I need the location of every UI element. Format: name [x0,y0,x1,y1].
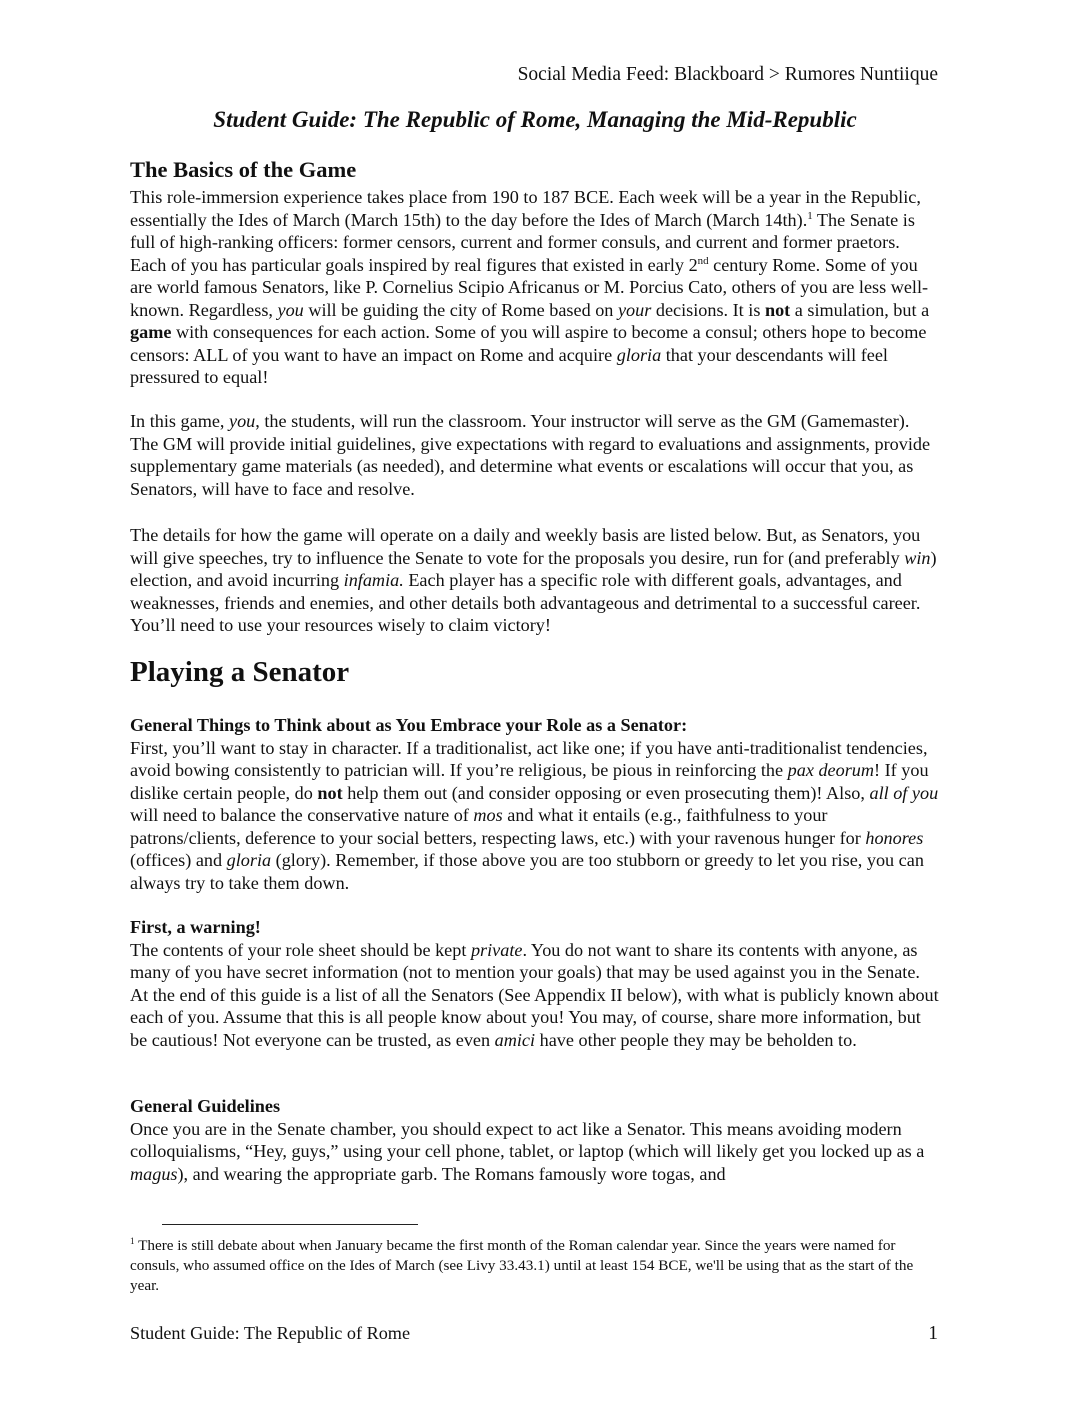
bold-run: not [764,299,791,320]
paragraph-basics-1 [130,186,940,389]
text-run: The contents of your role sheet should be kept [130,939,471,960]
superscript-nd: nd [697,254,709,267]
italic-run: magus [130,1163,178,1184]
text-run: In this game, [130,411,230,431]
paragraph-basics-2 [130,410,940,500]
italic-run: you [229,411,256,431]
italic-run: win [904,547,931,568]
footnote-number: 1 [130,1235,135,1246]
text-run: with consequences for each action. Some of you will aspire to become a consul; others hope to become censors: ALL of you want to have an impact on Rome and acquire [130,322,927,365]
paragraph-general-things [130,737,940,895]
text-run: Each player has a specific role with different goals, advantages, and weaknesses, friends and enemies, and other details both advantageous and detrimental to a successful career. You’ll need to use your resources wisely to claim victory! [130,570,921,635]
subsection-heading: First, a warning! [130,917,261,937]
text-run: (offices) and [130,850,227,870]
paragraph-warning [130,939,940,1052]
italic-run: you [277,299,304,320]
footnote-ref[interactable]: 1 [807,209,813,222]
footer-title: Student Guide: The Republic of Rome [130,1323,411,1343]
italic-run: gloria [616,344,662,365]
document-title: Student Guide: The Republic of Rome, Managing the Mid-Republic [213,107,857,132]
subsection-heading: General Things to Think about as You Embrace your Role as a Senator: [130,715,688,735]
text-run: This role-immersion experience takes place from 190 to 187 BCE. Each week will be a year in the Republic, essentially the Ides of March (March 15th) to the day before the Ides of March (March 14th). [130,187,921,230]
italic-run: your [617,299,652,320]
bold-run: not [317,782,343,803]
italic-run: gloria [226,850,272,870]
text-run: a simulation, but a [790,299,930,320]
italic-run: infamia. [343,570,404,590]
document-page [130,0,940,1408]
footnote [130,1236,940,1296]
text-run: , the students, will run the classroom. Your instructor will serve as the GM (Gamemaster). The GM will provide initial guidelines, give expectations with regard to evaluations and assignments, provide supplementary game materials (as needed), and determine what events or escalations will occur that you, as Senators, will have to face and resolve. [130,411,931,499]
text-run: ! If you dislike certain people, do [130,760,929,803]
subsection-guidelines [130,1095,940,1185]
section-heading-basics: The Basics of the Game [130,157,357,182]
text-run: Once you are in the Senate chamber, you should expect to act like a Senator. This means avoiding modern colloquialisms, “Hey, guys,” using your cell phone, tablet, or laptop (which will likely get you locked up as a [130,1118,925,1161]
text-run: will be guiding the city of Rome based on [303,299,618,320]
text-run: . You do not want to share its contents with anyone, as many of you have secret information (not to mention your goals) that may be used against you in the Senate. At the end of this guide is a list of all the Senators (See Appendix II below), with what is publicly known about each of you. Assume that this is all people know about you! You may, of course, share more information, but be cautious! Not everyone can be trusted, as even [130,939,939,1050]
text-run: will need to balance the conservative nature of [130,805,474,825]
text-run: help them out (and consider opposing or even prosecuting them)! Also, [342,782,870,803]
italic-run: private [470,939,523,960]
text-run: The Senate is full of high-ranking officers: former censors, current and former consuls, and current and former praetors. Each of you has particular goals inspired by real figures that existed in early 2 [130,209,915,275]
italic-run: all of you [869,782,939,803]
italic-run: honores [865,827,924,848]
text-run: decisions. It is [651,299,765,320]
subsection-general-things [130,714,940,894]
text-run: have other people they may be beholden to. [535,1029,857,1050]
italic-run: mos [473,805,503,825]
text-run: and what it entails (e.g., faithfulness to your patrons/clients, deference to your social betters, respecting laws, etc.) with your ravenous hunger for [130,805,866,848]
text-run: First, you’ll want to stay in character. If a traditionalist, act like one; if you have anti-traditionalist tendencies, avoid bowing consistently to patrician will. If you’re religious, be pious in reinforcing the [130,737,928,780]
text-run: ) election, and avoid incurring [130,547,937,590]
text-run: (glory). Remember, if those above you are too stubborn or greedy to let you rise, you can always try to take them down. [130,850,924,893]
footnote-text: There is still debate about when January became the first month of the Roman calendar year. Since the years were named for consuls, who assumed office on the Ides of March (see Livy 33.43.1) until at least 154 BCE, we'll be using that as the start of the year. [130,1237,914,1294]
section-heading-senator: Playing a Senator [130,656,350,688]
subsection-heading: General Guidelines [130,1096,281,1116]
footnote-divider [162,1224,418,1225]
text-run: that your descendants will feel pressured to equal! [130,344,888,387]
breadcrumb: Social Media Feed: Blackboard > Rumores Nuntiique [517,64,938,85]
subsection-warning [130,916,940,1051]
text-run: ), and wearing the appropriate garb. The Romans famously wore togas, and [177,1163,726,1184]
text-run: The details for how the game will operate on a daily and weekly basis are listed below. But, as Senators, you will give speeches, try to influence the Senate to vote for the proposals you desire, run for (and preferably [130,525,921,568]
page-number: 1 [928,1323,938,1344]
bold-run: game [130,322,172,342]
italic-run: amici [494,1029,536,1050]
paragraph-basics-3 [130,524,940,637]
paragraph-guidelines [130,1118,940,1186]
text-run: century Rome. Some of you are world famous Senators, like P. Cornelius Scipio Africanus or M. Porcius Cato, others of you are less well-known. Regardless, [130,254,929,320]
italic-run: pax deorum [787,760,875,780]
